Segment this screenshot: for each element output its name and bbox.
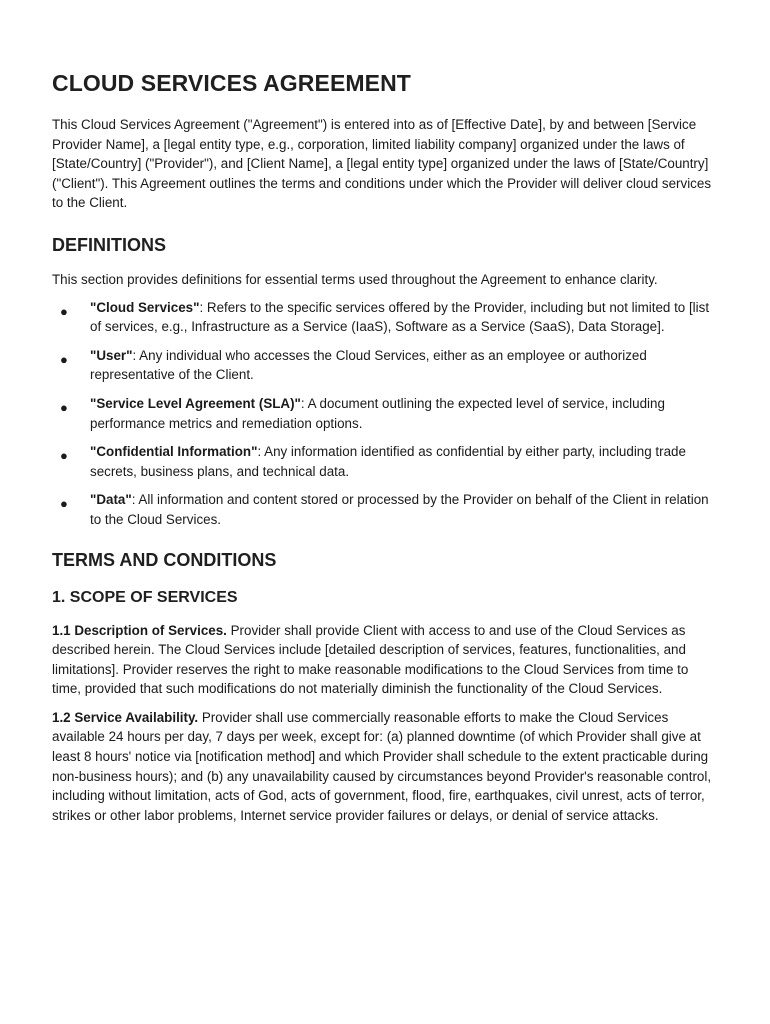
definition-item: [52, 490, 714, 529]
clause-1-1: [52, 621, 714, 699]
clause-1-2: [52, 708, 714, 826]
intro-paragraph: This Cloud Services Agreement ("Agreement") is entered into as of [Effective Date], by and between [Service Provider Name], a [legal entity type, e.g., corporation, limited liability company] organized under the laws of [State/Country] ("Provider"), and [Client Name], a [legal entity type] organized under the laws of [State/Country] ("Client"). This Agreement outlines the terms and conditions under which the Provider will deliver cloud services to the Client.: [52, 117, 712, 211]
definitions-intro: This section provides definitions for essential terms used throughout the Agreement to enhance clarity.: [52, 271, 658, 287]
definition-text: : Refers to the specific services offered by the Provider, including but not limited to [list of services, e.g., Infrastructure as a Service (IaaS), Software as a Service (SaaS), Data Storage].: [90, 299, 710, 335]
definition-term: "Cloud Services": [90, 299, 200, 315]
definition-term: "Confidential Information": [90, 444, 258, 460]
definitions-list: [52, 298, 714, 530]
definition-term: "Service Level Agreement (SLA)": [90, 395, 301, 411]
bullet-icon: ●: [60, 303, 68, 319]
terms-heading: TERMS AND CONDITIONS: [52, 549, 277, 570]
clause-lead: 1.1 Description of Services.: [52, 622, 227, 638]
bullet-icon: ●: [60, 399, 68, 415]
definition-text: : A document outlining the expected level of service, including performance metrics and remediation options.: [90, 395, 665, 431]
definition-item: [52, 442, 714, 481]
definition-term: "User": [90, 347, 133, 363]
clause-lead: 1.2 Service Availability.: [52, 709, 199, 725]
definition-item: [52, 346, 714, 385]
clause-text: Provider shall provide Client with access to and use of the Cloud Services as described herein. The Cloud Services include [detailed description of services, features, functionalities, and limitations]. Provider reserves the right to make reasonable modifications to the Cloud Services from time to time, provided that such modifications do not materially diminish the functionality of the Cloud Services.: [52, 622, 689, 697]
document-title: CLOUD SERVICES AGREEMENT: [52, 70, 411, 96]
definition-item: [52, 298, 714, 337]
definition-text: : Any information identified as confidential by either party, including trade secrets, business plans, and technical data.: [90, 444, 686, 479]
clause-text: Provider shall use commercially reasonable efforts to make the Cloud Services available 24 hours per day, 7 days per week, except for: (a) planned downtime (of which Provider shall give at least 8 hours' notice via [notification method] and which Provider shall schedule to the extent practicable during non-business hours); and (b) any unavailability caused by circumstances beyond Provider's reasonable control, including without limitation, acts of God, acts of government, flood, fire, earthquakes, civil unrest, acts of terror, strikes or other labor problems, Internet service provider failures or delays, or denial of service attacks.: [52, 709, 712, 823]
definition-text: : All information and content stored or processed by the Provider on behalf of the Client in relation to the Cloud Services.: [90, 492, 709, 527]
bullet-icon: ●: [60, 351, 68, 367]
bullet-icon: ●: [60, 496, 68, 512]
scope-heading: 1. SCOPE OF SERVICES: [52, 588, 238, 606]
definition-item: [52, 394, 714, 433]
bullet-icon: ●: [60, 448, 68, 464]
definition-term: "Data": [90, 492, 132, 508]
definition-text: : Any individual who accesses the Cloud Services, either as an employee or authorized representative of the Client.: [90, 347, 647, 383]
definitions-heading: DEFINITIONS: [52, 234, 167, 255]
